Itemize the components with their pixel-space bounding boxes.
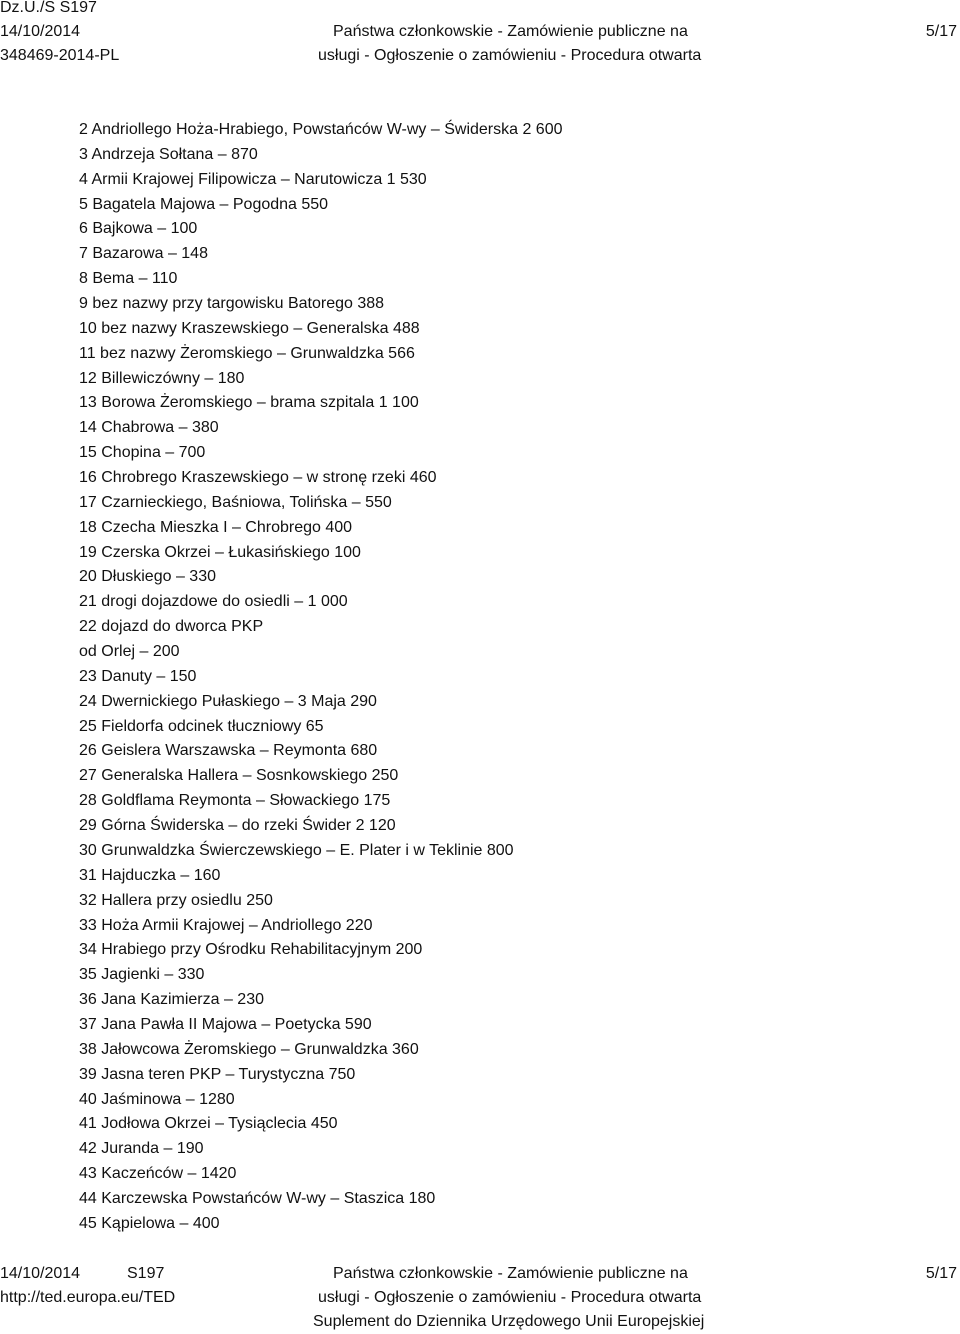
- list-item: 18 Czecha Mieszka I – Chrobrego 400: [79, 518, 353, 536]
- list-item: 20 Dłuskiego – 330: [79, 568, 216, 586]
- list-item: 9 bez nazwy przy targowisku Batorego 388: [79, 295, 385, 313]
- list-item: 30 Grunwaldzka Świerczewskiego – E. Plater i w Teklinie 800: [79, 841, 514, 859]
- list-item: 11 bez nazwy Żeromskiego – Grunwaldzka 566: [79, 344, 415, 362]
- header-date: 14/10/2014: [0, 23, 81, 40]
- list-item: 27 Generalska Hallera – Sosnkowskiego 250: [79, 767, 399, 785]
- list-item: 21 drogi dojazdowe do osiedli – 1 000: [79, 593, 348, 611]
- list-item: 2 Andriollego Hoża-Hrabiego, Powstańców W-wy – Świderska 2 600: [79, 121, 563, 138]
- footer-date: 14/10/2014: [0, 1265, 81, 1282]
- list-item: 41 Jodłowa Okrzei – Tysiąclecia 450: [79, 1115, 338, 1133]
- list-item: 19 Czerska Okrzei – Łukasińskiego 100: [79, 543, 361, 561]
- list-item: 14 Chabrowa – 380: [79, 419, 219, 437]
- list-item: 26 Geislera Warszawska – Reymonta 680: [79, 742, 378, 760]
- list-item: 29 Górna Świderska – do rzeki Świder 2 120: [79, 817, 396, 835]
- footer-title-line2: usługi - Ogłoszenie o zamówieniu - Procedura otwarta: [318, 1289, 702, 1306]
- list-item: 35 Jagienki – 330: [79, 966, 205, 984]
- list-item: 15 Chopina – 700: [79, 444, 206, 462]
- list-item: 43 Kaczeńców – 1420: [79, 1165, 237, 1183]
- journal-ref: Dz.U./S S197: [0, 0, 97, 16]
- list-item: 23 Danuty – 150: [79, 667, 197, 685]
- list-item: 13 Borowa Żeromskiego – brama szpitala 1 100: [79, 394, 419, 412]
- list-item: 6 Bajkowa – 100: [79, 220, 198, 238]
- list-item: 34 Hrabiego przy Ośrodku Rehabilitacyjnym 200: [79, 941, 423, 959]
- footer-page-number: 5/17: [925, 1265, 957, 1282]
- list-item: 45 Kąpielowa – 400: [79, 1214, 220, 1232]
- footer-url[interactable]: http://ted.europa.eu/TED: [0, 1289, 176, 1306]
- notice-id: 348469-2014-PL: [0, 47, 120, 64]
- list-item: 44 Karczewska Powstańców W-wy – Staszica 180: [79, 1189, 436, 1207]
- list-item: od Orlej – 200: [79, 643, 180, 661]
- list-item: 32 Hallera przy osiedlu 250: [79, 891, 273, 909]
- list-item: 37 Jana Pawła II Majowa – Poetycka 590: [79, 1015, 372, 1033]
- header-title-line1: Państwa członkowskie - Zamówienie publiczne na: [333, 23, 688, 40]
- header-page-number: 5/17: [925, 23, 957, 40]
- list-item: 7 Bazarowa – 148: [79, 245, 208, 263]
- list-item: 3 Andrzeja Sołtana – 870: [79, 145, 258, 163]
- list-item: 40 Jaśminowa – 1280: [79, 1090, 235, 1108]
- list-item: 5 Bagatela Majowa – Pogodna 550: [79, 195, 329, 213]
- footer-issue: S197: [127, 1265, 165, 1282]
- list-item: 42 Juranda – 190: [79, 1140, 204, 1158]
- list-item: 10 bez nazwy Kraszewskiego – Generalska 488: [79, 319, 420, 337]
- list-item: 8 Bema – 110: [79, 270, 178, 288]
- list-item: 39 Jasna teren PKP – Turystyczna 750: [79, 1065, 356, 1083]
- page-footer: [0, 1262, 960, 1334]
- list-item: 31 Hajduczka – 160: [79, 866, 221, 884]
- footer-title-line3: Suplement do Dziennika Urzędowego Unii Europejskiej: [313, 1313, 705, 1330]
- street-list: [79, 118, 939, 1237]
- list-item: 25 Fieldorfa odcinek tłuczniowy 65: [79, 717, 324, 735]
- list-item: 33 Hoża Armii Krajowej – Andriollego 220: [79, 916, 373, 934]
- list-item: 22 dojazd do dworca PKP: [79, 618, 264, 636]
- header-title-line2: usługi - Ogłoszenie o zamówieniu - Procedura otwarta: [318, 47, 702, 64]
- list-item: 12 Billewiczówny – 180: [79, 369, 245, 387]
- list-item: 4 Armii Krajowej Filipowicza – Narutowicza 1 530: [79, 170, 427, 188]
- list-item: 28 Goldflama Reymonta – Słowackiego 175: [79, 792, 391, 810]
- footer-title-line1: Państwa członkowskie - Zamówienie publiczne na: [333, 1265, 688, 1282]
- list-item: 36 Jana Kazimierza – 230: [79, 991, 264, 1009]
- list-item: 17 Czarnieckiego, Baśniowa, Tolińska – 550: [79, 493, 392, 511]
- page-header: [0, 0, 960, 72]
- list-item: 24 Dwernickiego Pułaskiego – 3 Maja 290: [79, 692, 377, 710]
- list-item: 38 Jałowcowa Żeromskiego – Grunwaldzka 360: [79, 1040, 419, 1058]
- list-item: 16 Chrobrego Kraszewskiego – w stronę rzeki 460: [79, 469, 437, 487]
